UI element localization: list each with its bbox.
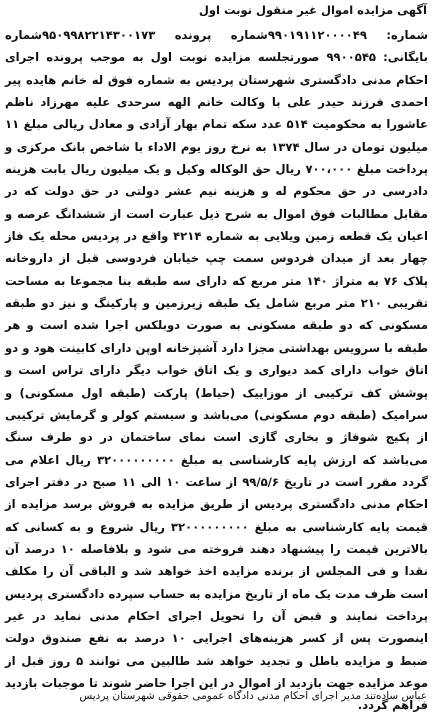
- notice-signature: عباس ساده‌تند مدیر اجرای احکام مدنی دادگاه عمومی حقوقی شهرستان پردیس: [79, 690, 427, 702]
- notice-body: شماره: ۹۹۰۱۹۱۱۲۰۰۰۰۴۹شماره پرونده ۹۵۰۹۹۸۲۲۱۴۳۰۰۱۷۳شماره بایگانی: ۹۹۰۰۵۴۵ صورتجلسه مزایده نوبت اول به موجب پرونده اجرای احکام مدنی دادگستری شهرستان پردیس به شماره فوق له خانم هایده پیر احمدی فرزند حیدر علی با وکالت خانم الهه سرحدی علیه مهرزاد ناظم عاشورا به محکومیت ۵۱۴ عدد سکه تمام بهار آزادی و معادل ریالی مبلغ ۱۱ میلیون تومان در سال ۱۳۷۴ به نرخ روز یوم الاداء با شاخص بانک مرکزی و پرداخت مبلغ ۷۰۰،۰۰۰ ریال حق الوکاله وکیل و یک میلیون ریال بابت هزینه دادرسی در حق محکوم له و هزینه نیم عشر دولتی در حق دولت که در مقابل مطالبات فوق اموال به شرح ذیل عبارت است از ششدانگ عرصه و اعیان یک قطعه زمین ویلایی به شماره ۴۲۱۴ واقع در پردیس محله یک فاز چهار بعد از میدان فردوس سمت چپ خیابان فردوسی قبل از داروخانه پلاک ۷۶ به متراژ ۱۴۰ متر مربع که دارای سه طبقه بنا مجموعا به مساحت تقریبی ۲۱۰ متر مربع شامل یک طبقه زیرزمین و پارکینگ و نیز دو طبقه مسکونی که دو طبقه مسکونی به صورت دوبلکس اجرا شده است و هر طبقه با سرویس بهداشتی مجزا دارد آشپزخانه اوپن دارای کابینت هود و دو اتاق خواب دارای کمد دیواری و یک اتاق خواب دیگر دارای تراس است و پوشش کف ترکیبی از موزاییک (حیاط) پارکت (طبقه اول مسکونی) و سرامیک (طبقه دوم مسکونی) می‌باشد و سیستم کولر و گرمایش ترکیبی از پکیج شوفاژ و بخاری گازی است نمای ساختمان در دو طرف سنگ می‌باشد که ارزش پایه کارشناسی به مبلغ ۳۲۰۰۰۰۰۰۰۰۰ ریال اعلام می گردد مقرر است در تاریخ ۹۹/۵/۶ از ساعت ۱۰ الی ۱۱ صبح در دفتر اجرای احکام مدنی دادگستری پردیس از طریق مزایده به فروش برسد مزایده از قیمت پایه کارشناسی به مبلغ ۳۲۰۰۰۰۰۰۰۰۰ ریال شروع و به کسانی که بالاترین قیمت را پیشنهاد دهند فروخته می شود و بلافاصله ۱۰ درصد آن نقدا و فی المجلس از برنده مزایده اخذ خواهد شد و الباقی آن را مکلف است ظرف مدت یک ماه از تاریخ مزایده به حساب سپرده دادگستری پردیس پرداخت نمایند و قبض آن را تحویل اجرای احکام مدنی نماید در غیر اینصورت پس از کسر هزینه‌های اجرایی ۱۰ درصد به نفع صندوق دولت ضبط و مزایده باطل و تجدید خواهد شد طالبین می توانند ۵ روز قبل از موعد مزایده جهت بازدید از اموال در این اجرا حاضر شوند تا موجبات بازدید فراهم گردد.: [5, 28, 429, 713]
- legal-notice: [4, 3, 429, 713]
- notice-headline: آگهی مزایده اموال غیر منقول نوبت اول: [198, 3, 427, 17]
